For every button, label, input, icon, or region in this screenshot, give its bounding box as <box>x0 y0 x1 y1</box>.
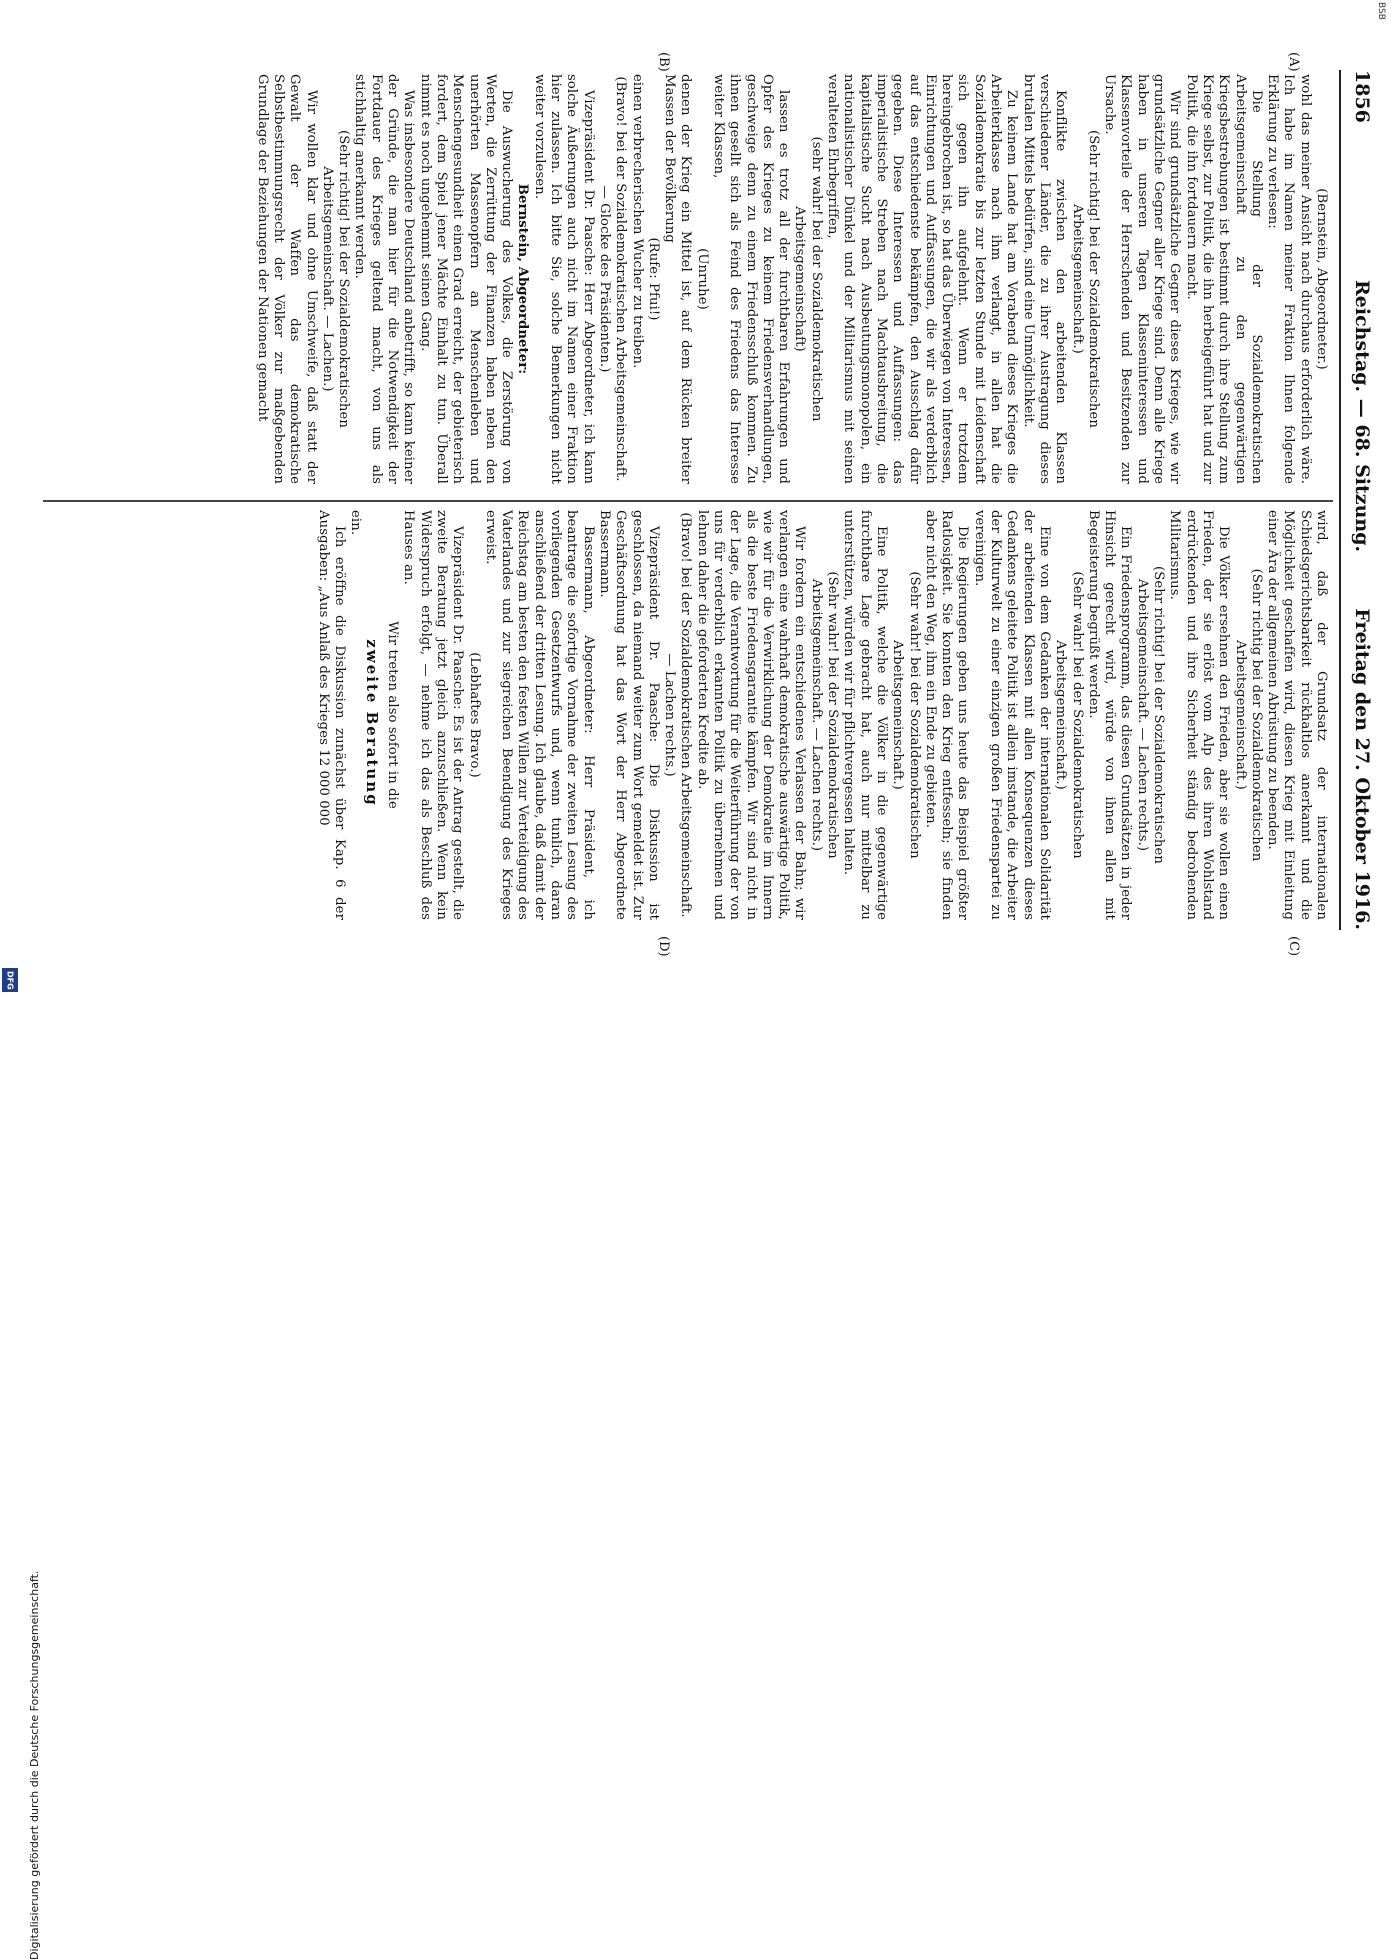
interjection: (Sehr wahr! bei der Sozialdemokratischen Arbeitsgemeinschaft. — Lachen rechts.) <box>808 571 841 859</box>
interjection: (Sehr wahr! bei der Sozialdemokratischen Arbeitsgemeinschaft.) <box>890 571 922 859</box>
interjection: (Sehr richtig bei der Sozialdemokratischen Arbeitsgemeinschaft.) <box>1232 568 1264 862</box>
paragraph: Wir fordern ein entschiedenes Verlassen der Bahn; wir verlangen eine wahrhaft demokratische auswärtige Politik, wie wir für die Verwirklichung der Demokratie im Innern als die beste Friedensgarantie kämpfen. Wir sind nicht in der Lage, die Verantwortung für die Weiterführung der von uns für verderblich erkannten Politik zu übernehmen und lehnen daher die geforderten Kredite ab. <box>694 510 808 920</box>
interjection: (Bravo! bei der Sozialdemokratischen Arbeitsgemeinschaft. — Glocke des Präsidenten.) <box>596 76 629 482</box>
funding-note <box>28 960 48 1960</box>
interjection: (Bravo! bei der Sozialdemokratischen Arbeitsgemeinschaft. — Lachen rechts.) <box>662 512 694 918</box>
interjection: (sehr wahr! bei der Sozialdemokratischen Arbeitsgemeinschaft) <box>792 136 824 422</box>
margin-mark-a: (A) <box>1286 52 1301 72</box>
paragraph: Vizepräsident Dr. Paasche: Herr Abgeordneter, ich kann solche Äußerungen auch nicht im Namen einer Fraktion hier zulassen. Ich bitte Sie, solche Bemerkungen nicht weiter vorzulesen. <box>531 74 596 484</box>
speaker-line: Bernstein, Abgeordneter: <box>515 183 531 375</box>
dfg-logo-icon: DFG <box>2 968 18 992</box>
left-column <box>253 74 1329 484</box>
paragraph: Wir wollen klar und ohne Umschweife, daß statt der Gewalt der Waffen das demokratische Selbstbestimmungsrecht der Völker zur maßgebenden Grundlage der Beziehungen der Nationen gemacht <box>254 74 319 484</box>
interjection: (Lebhaftes Bravo.) <box>466 652 482 778</box>
paragraph: Was insbesondere Deutschland anbetrifft, so kann keiner der Gründe, die man hier für die Notwendigkeit der Fortdauer des Krieges geltend macht, von uns als stichhaltig anerkannt werden. <box>352 74 417 484</box>
paragraph: Bassermann, Abgeordneter: Herr Präsident, ich beantrage die sofortige Vornahme der zweiten Lesung des vorliegenden Gesetzentwurfs und, wenn tunlich, daran anschließend der dritten Lesung. Ich glaube, daß damit der Reichstag am besten den festen Willen zur Verteidigung des Vaterlandes und zur siegreichen Beendigung des Krieges erweist. <box>482 510 596 920</box>
paragraph: Vizepräsident Dr. Paasche: Es ist der Antrag gestellt, die zweite Beratung jetzt gleich anzuschließen. Wenn kein Widerspruch erfolgt, — nehme ich das als Beschluß des Hauses an. <box>401 510 466 920</box>
paragraph: Ich eröffne die Diskussion zunächst über Kap. 6 der Ausgaben: „Aus Anlaß des Krieges 12 000 000 <box>315 510 348 920</box>
interjection: (Sehr richtig! bei der Sozialdemokratischen Arbeitsgemeinschaft.) <box>1069 129 1101 429</box>
header-rule <box>1339 70 1341 930</box>
paragraph: Eine Politik, welche die Völker in die gegenwärtige furchtbare Lage gebracht hat, auch nur mittelbar zu unterstützen, würden wir für pflichtvergessen halten. <box>841 510 889 920</box>
margin-mark-c: (C) <box>1286 936 1301 957</box>
page-number: 1856 <box>1351 70 1373 123</box>
paragraph: wird, daß der Grundsatz der internationalen Schiedsgerichtsbarkeit rückhaltlos anerkannt und die Möglichkeit geschaffen wird, diesen Krieg mit Einleitung einer Ära der allgemeinen Abrüstung zu beenden. <box>1265 510 1329 920</box>
speaker-line: (Bernstein, Abgeordneter.) <box>1314 188 1329 370</box>
paragraph: Konflikte zwischen den arbeitenden Klassen verschiedener Länder, die zu ihrer Austragung dieses brutalen Mittels bedürfen, sind eine Unmöglichkeit. <box>1020 74 1069 484</box>
paragraph: Wir sind grundsätzliche Gegner dieses Krieges, wie wir grundsätzliche Gegner aller Kriege sind. Denn alle Kriege haben in unseren Tagen Klasseninteressen und Klassenvorteile der Herrschenden und Besitzenden zur Ursache. <box>1102 74 1183 484</box>
interjection: (Sehr richtig! bei der Sozialdemokratischen Arbeitsgemeinschaft. — Lachen.) <box>319 129 352 429</box>
paragraph: Die Völker ersehnen den Frieden, aber sie wollen einen Frieden, der sie erlöst vom Alp des ihren Wohlstand erdrückenden und ihre Sicherheit ständig bedrohenden Militarismus. <box>1167 510 1232 920</box>
section-heading: zweite Beratung <box>362 639 381 807</box>
paragraph: Die Auswucherung des Volkes, die Zerstörung von Werten, die Zerrüttung der Finanzen haben neben den unerhörten Massenopfern an Menschenleben und Menschengesundheit einen Grad erreicht, der gebieterisch fordert, dem Spiel jener Mächte Einhalt zu tun. Überall nimmt es noch ungehemmt seinen Gang. <box>417 74 515 484</box>
paragraph: lassen es trotz all der furchtbaren Erfahrungen und Opfer des Krieges zu keinem Friedensverhandlungen, geschweige denn zu einem Friedensschluß kommen. Zu ihnen gesellt sich als Feind des Friedens das Interesse weiter Klassen, <box>711 74 792 484</box>
margin-mark-d: (D) <box>656 936 671 957</box>
paragraph: Vizepräsident Dr. Paasche: Die Diskussion ist geschlossen, da niemand weiter zum Wort gemeldet ist. Zur Geschäftsordnung hat das Wort der Herr Abgeordnete Bassermann. <box>596 510 661 920</box>
funding-text: Digitalisierung gefördert durch die Deutsche Forschungsgemeinschaft. <box>28 1570 41 1960</box>
session-title: Reichstag. — 68. Sitzung. <box>1351 280 1373 553</box>
page-header <box>1339 70 1373 930</box>
column-divider <box>43 500 1333 502</box>
right-column <box>315 510 1329 920</box>
paragraph: Eine von dem Gedanken der internationalen Solidarität der arbeitenden Klassen mit allen Konsequenzen dieses Gedankens geleitete Politik ist allein imstande, die Arbeiter der Kulturwelt zu einer einzigen großen Friedenspartei zu vereinigen. <box>971 510 1052 920</box>
paragraph: Die Regierungen geben uns heute das Beispiel größter Ratlosigkeit. Sie konnten den Krieg entfesseln; sie finden aber nicht den Weg, ihm ein Ende zu gebieten. <box>922 510 971 920</box>
paragraph: Ein Friedensprogramm, das diesen Grundsätzen in jeder Hinsicht gerecht wird, würde von ihnen allen mit Begeisterung begrüßt werden. <box>1085 510 1134 920</box>
session-date: Freitag den 27. Oktober 1916. <box>1351 608 1373 930</box>
interjection: (Unruhe) <box>694 248 710 310</box>
paragraph: Wir treten also sofort in die <box>385 621 401 809</box>
paragraph: Die Stellung der Sozialdemokratischen Arbeitsgemeinschaft zu den gegenwärtigen Kriegsbestrebungen ist bestimmt durch ihre Stellung zum Kriege selbst, zur Politik, die ihn herbeigeführt hat und zur Politik, die ihn fortdauern macht. <box>1183 74 1264 484</box>
interjection: (Sehr wahr! bei der Sozialdemokratischen Arbeitsgemeinschaft.) <box>1053 571 1085 859</box>
paragraph: denen der Krieg ein Mittel ist, auf dem Rücken breiter Massen der Bevölkerung <box>662 74 694 484</box>
paragraph: einen verbrecherischen Wucher zu treiben. <box>629 74 645 369</box>
interjection: (Rufe: Pfui!) <box>645 237 661 321</box>
interjection: (Sehr richtig! bei der Sozialdemokratischen Arbeitsgemeinschaft. — Lachen rechts.) <box>1134 565 1167 865</box>
margin-mark-b: (B) <box>656 52 671 72</box>
paragraph: Zu keinem Lande hat am Vorabend dieses Krieges die Arbeiterklasse nach ihm verlangt, in allen hat die Sozialdemokratie bis zur letzten Stunde mit Leidenschaft sich gegen ihn aufgelehnt. Wenn er trotzdem hereingebrochen ist, so hat das Überwiegen von Interessen, Einrichtungen und Auffassungen, die wir als verderblich auf das entschiedenste bekämpfen, den Ausschlag dafür gegeben. Diese Interessen und Auffassungen: das imperialistische Streben nach Machtausbreitung, die kapitalistische Sucht nach Ausbeutungsmonopolen, ein nationalistischer Dünkel und der Militarismus mit seinen veralteten Ehrbegriffen, <box>825 74 1020 484</box>
paragraph: ein. <box>348 510 364 536</box>
paragraph: wohl das meiner Ansicht nach durchaus erforderlich wäre. Ich habe im Namen meiner Fraktion Ihnen folgende Erklärung zu verlesen: <box>1265 74 1313 484</box>
bsb-mark: BSB <box>1376 2 1386 20</box>
